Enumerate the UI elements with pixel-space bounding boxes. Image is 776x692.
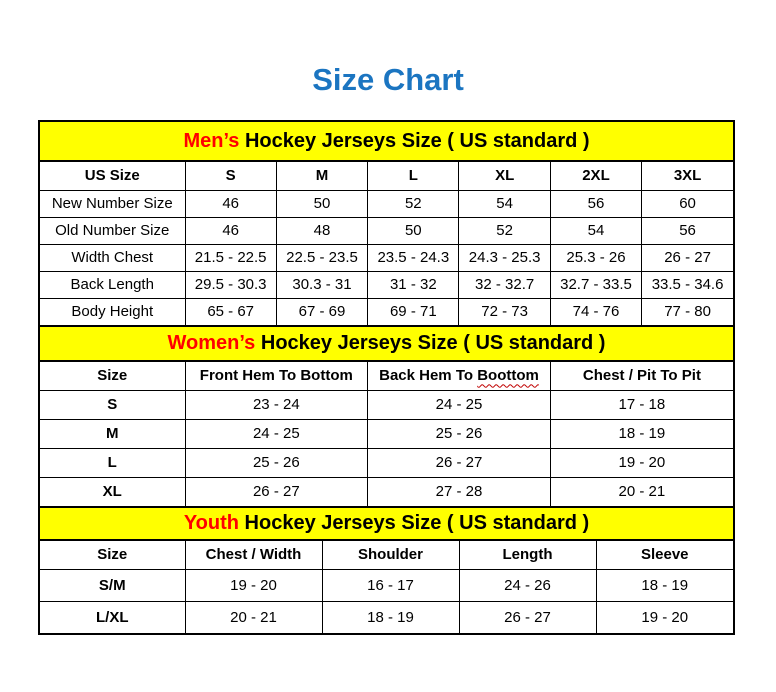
column-header: Chest / Width xyxy=(185,541,322,569)
column-header: M xyxy=(276,162,367,190)
table-cell: 24 - 25 xyxy=(368,390,551,419)
column-header: 2XL xyxy=(550,162,641,190)
youth-section-title: Hockey Jerseys Size ( US standard ) xyxy=(239,512,590,534)
row-label: XL xyxy=(40,477,185,506)
column-header: Shoulder xyxy=(322,541,459,569)
table-cell: 54 xyxy=(550,217,641,244)
table-cell: 50 xyxy=(276,190,367,217)
table-cell: 60 xyxy=(642,190,733,217)
table-row xyxy=(40,419,733,448)
table-cell: 27 - 28 xyxy=(368,477,551,506)
table-row xyxy=(40,217,733,244)
mens-size-table xyxy=(40,162,733,325)
table-cell: 48 xyxy=(276,217,367,244)
table-cell: 26 - 27 xyxy=(368,448,551,477)
womens-section-title: Hockey Jerseys Size ( US standard ) xyxy=(255,332,606,354)
table-cell: 24.3 - 25.3 xyxy=(459,244,550,271)
column-header: L xyxy=(368,162,459,190)
mens-section-title: Hockey Jerseys Size ( US standard ) xyxy=(239,129,590,152)
row-label: S/M xyxy=(40,569,185,601)
table-cell: 56 xyxy=(642,217,733,244)
youth-size-table xyxy=(40,541,733,633)
table-cell: 67 - 69 xyxy=(276,298,367,325)
column-header: XL xyxy=(459,162,550,190)
table-cell: 46 xyxy=(185,190,276,217)
table-cell: 19 - 20 xyxy=(185,569,322,601)
youth-section-header xyxy=(40,506,733,541)
table-cell: 20 - 21 xyxy=(185,601,322,633)
column-header-misspelled xyxy=(368,362,551,390)
table-cell: 54 xyxy=(459,190,550,217)
mens-section-highlight: Men’s xyxy=(183,129,240,152)
table-cell: 18 - 19 xyxy=(596,569,733,601)
table-cell: 25 - 26 xyxy=(185,448,368,477)
table-cell: 26 - 27 xyxy=(642,244,733,271)
table-cell: 50 xyxy=(368,217,459,244)
table-cell: 52 xyxy=(459,217,550,244)
size-chart-frame xyxy=(38,120,735,635)
table-cell: 21.5 - 22.5 xyxy=(185,244,276,271)
column-header: Size xyxy=(40,541,185,569)
row-label: New Number Size xyxy=(40,190,185,217)
table-row xyxy=(40,298,733,325)
table-cell: 46 xyxy=(185,217,276,244)
table-cell: 25.3 - 26 xyxy=(550,244,641,271)
column-header: 3XL xyxy=(642,162,733,190)
mens-header-row xyxy=(40,162,733,190)
column-header-text: Back Hem To xyxy=(379,367,478,385)
table-cell: 74 - 76 xyxy=(550,298,641,325)
column-header: Length xyxy=(459,541,596,569)
youth-section-highlight: Youth xyxy=(183,512,239,534)
row-label: Back Length xyxy=(40,271,185,298)
table-cell: 19 - 20 xyxy=(550,448,733,477)
table-cell: 52 xyxy=(368,190,459,217)
column-header: Chest / Pit To Pit xyxy=(550,362,733,390)
womens-section-highlight: Women’s xyxy=(167,332,256,354)
row-label: Body Height xyxy=(40,298,185,325)
youth-header-row xyxy=(40,541,733,569)
table-cell: 65 - 67 xyxy=(185,298,276,325)
womens-section-header xyxy=(40,325,733,362)
table-cell: 72 - 73 xyxy=(459,298,550,325)
table-cell: 24 - 25 xyxy=(185,419,368,448)
table-cell: 77 - 80 xyxy=(642,298,733,325)
table-cell: 56 xyxy=(550,190,641,217)
table-row xyxy=(40,244,733,271)
table-cell: 18 - 19 xyxy=(322,601,459,633)
page-title: Size Chart xyxy=(312,62,464,97)
table-row xyxy=(40,569,733,601)
table-row xyxy=(40,601,733,633)
table-cell: 17 - 18 xyxy=(550,390,733,419)
table-cell: 69 - 71 xyxy=(368,298,459,325)
row-label: L/XL xyxy=(40,601,185,633)
table-cell: 26 - 27 xyxy=(459,601,596,633)
table-cell: 32 - 32.7 xyxy=(459,271,550,298)
table-cell: 33.5 - 34.6 xyxy=(642,271,733,298)
table-cell: 31 - 32 xyxy=(368,271,459,298)
column-header: S xyxy=(185,162,276,190)
table-cell: 29.5 - 30.3 xyxy=(185,271,276,298)
table-cell: 16 - 17 xyxy=(322,569,459,601)
table-cell: 19 - 20 xyxy=(596,601,733,633)
column-header: US Size xyxy=(40,162,185,190)
row-label: Old Number Size xyxy=(40,217,185,244)
row-label: M xyxy=(40,419,185,448)
table-cell: 24 - 26 xyxy=(459,569,596,601)
table-row xyxy=(40,448,733,477)
table-cell: 25 - 26 xyxy=(368,419,551,448)
misspelled-word: Boottom xyxy=(477,367,539,385)
table-cell: 22.5 - 23.5 xyxy=(276,244,367,271)
womens-size-table xyxy=(40,362,733,506)
row-label: Width Chest xyxy=(40,244,185,271)
womens-header-row xyxy=(40,362,733,390)
table-row xyxy=(40,190,733,217)
table-cell: 18 - 19 xyxy=(550,419,733,448)
row-label: S xyxy=(40,390,185,419)
column-header: Size xyxy=(40,362,185,390)
table-cell: 23 - 24 xyxy=(185,390,368,419)
row-label: L xyxy=(40,448,185,477)
table-cell: 26 - 27 xyxy=(185,477,368,506)
table-cell: 20 - 21 xyxy=(550,477,733,506)
column-header: Sleeve xyxy=(596,541,733,569)
table-row xyxy=(40,477,733,506)
table-row xyxy=(40,390,733,419)
mens-section-header xyxy=(40,122,733,162)
table-row xyxy=(40,271,733,298)
table-cell: 30.3 - 31 xyxy=(276,271,367,298)
table-cell: 23.5 - 24.3 xyxy=(368,244,459,271)
table-cell: 32.7 - 33.5 xyxy=(550,271,641,298)
column-header: Front Hem To Bottom xyxy=(185,362,368,390)
